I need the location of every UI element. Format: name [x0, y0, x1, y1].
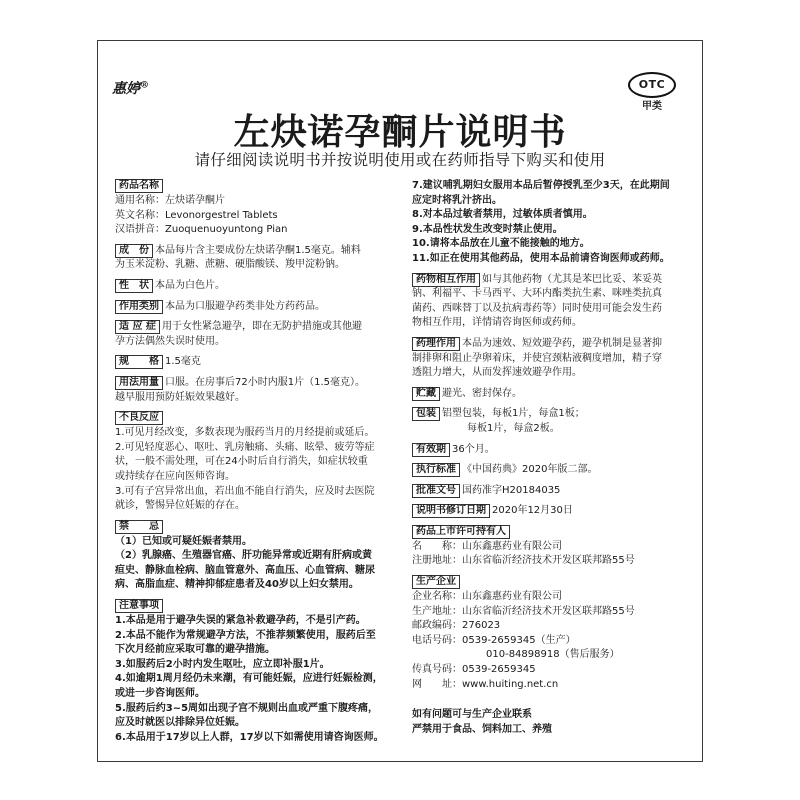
section-cautions — [115, 599, 390, 745]
section-label: 贮藏 — [412, 387, 440, 401]
adverse-line: 就诊，警惕异位妊娠的存在。 — [115, 500, 245, 512]
spec-text: 1.5毫克 — [165, 356, 201, 368]
section-label: 生产企业 — [412, 575, 460, 589]
section-label: 药物相互作用 — [412, 273, 480, 287]
right-column — [412, 179, 692, 737]
section-label: 规 格 — [115, 355, 163, 369]
section-contact — [412, 708, 692, 737]
caution-line: 1.本品是用于避孕失误的紧急补救避孕药，不是引产药。 — [115, 615, 366, 627]
contra-line: 疸史、静脉血栓病、脑血管意外、高血压、心血管病、糖尿 — [115, 564, 375, 576]
contact-line: 严禁用于食品、饲料加工、养殖 — [412, 723, 552, 735]
adverse-line: 2.可见轻度恶心、呕吐、乳房触痛、头痛、眩晕、疲劳等症 — [115, 441, 375, 453]
section-label: 不良反应 — [115, 411, 163, 425]
section-spec — [115, 355, 390, 370]
caution-line: 3.如服药后2小时内发生呕吐，应立即补服1片。 — [115, 658, 330, 670]
appearance-text: 本品为白色片。 — [155, 279, 225, 291]
section-label: 包装 — [412, 407, 440, 421]
ingredients-text: 本品每片含主要成份左炔诺孕酮1.5毫克。辅料 — [155, 244, 361, 256]
section-dosage — [115, 376, 390, 405]
brand-logo — [112, 78, 149, 98]
contra-line: （2）乳腺癌、生殖器官癌、肝功能异常或近期有肝病或黄 — [115, 550, 372, 562]
package-text: 每板1片，每盒2板。 — [467, 422, 560, 434]
section-label: 注意事项 — [115, 599, 163, 613]
caution-line: 4.如逾期1周月经仍未来潮，有可能妊娠，应进行妊娠检测， — [115, 673, 383, 685]
section-label: 药理作用 — [412, 337, 460, 351]
otc-class-label: 甲类 — [642, 101, 662, 112]
caution-line: 8.对本品过敏者禁用，过敏体质者慎用。 — [412, 209, 593, 221]
left-column — [115, 179, 390, 745]
document-title: 左炔诺孕酮片说明书 — [233, 112, 567, 153]
manufacturer-line: 生产地址：山东省临沂经济技术开发区联邦路55号 — [412, 605, 635, 617]
section-label: 成 份 — [115, 244, 153, 258]
indication-text: 用于女性紧急避孕，即在无防护措施或其他避 — [161, 321, 362, 333]
interactions-text: 物相互作用，详情请咨询医师或药师。 — [412, 317, 582, 329]
caution-line: 2.本品不能作为常规避孕方法，不推荐频繁使用，服药后至 — [115, 629, 376, 641]
pharmacology-text: 透阻力增大，从而发挥速效避孕作用。 — [412, 367, 582, 379]
ingredients-text: 为玉米淀粉、乳糖、蔗糖、硬脂酸镁、羧甲淀粉钠。 — [115, 259, 345, 271]
caution-line: 下次月经前应采取可靠的避孕措施。 — [115, 644, 275, 656]
caution-line: 应定时将乳汁挤出。 — [412, 194, 502, 206]
section-label: 批准文号 — [412, 484, 460, 498]
manufacturer-line: 010-84898918（售后服务） — [486, 649, 620, 661]
adverse-line: 3.可有子宫异常出血，若出血不能自行消失，应及时去医院 — [115, 485, 375, 497]
standard-text: 《中国药典》2020年版二部。 — [462, 464, 598, 476]
section-manufacturer — [412, 575, 692, 692]
section-standard — [412, 463, 692, 478]
caution-line: 11.如正在使用其他药品，使用本品前请咨询医师或药师。 — [412, 252, 670, 264]
section-label: 有效期 — [412, 443, 450, 457]
drug-name-line: 英文名称：Levonorgestrel Tablets — [115, 209, 278, 221]
package-text: 铝塑包装，每板1片，每盒1板； — [442, 408, 585, 420]
caution-line: 9.本品性状发生改变时禁止使用。 — [412, 223, 563, 235]
caution-line: 应及时就医以排除异位妊娠。 — [115, 717, 245, 729]
section-label: 药品名称 — [115, 179, 163, 193]
revision-text: 2020年12月30日 — [492, 505, 573, 517]
section-label: 适 应 症 — [115, 320, 160, 334]
section-category — [115, 300, 390, 315]
section-validity — [412, 443, 692, 458]
manufacturer-line: 网 址：www.huiting.net.cn — [412, 678, 559, 690]
drug-name-line: 通用名称：左炔诺孕酮片 — [115, 195, 225, 206]
adverse-line: 1.可见月经改变，多数表现为服药当月的月经提前或延后。 — [115, 427, 375, 439]
interactions-text: 如与其他药物（尤其是苯巴比妥、苯妥英 — [482, 273, 662, 285]
otc-badge: OTC — [628, 72, 676, 98]
manufacturer-line: 传真号码：0539-2659345 — [412, 664, 536, 676]
registered-mark: ® — [140, 80, 149, 91]
section-label: 禁 忌 — [115, 520, 163, 534]
section-indication — [115, 320, 390, 349]
indication-text: 孕方法偶然失误时使用。 — [115, 335, 225, 347]
mah-line: 名 称：山东鑫惠药业有限公司 — [412, 540, 562, 552]
section-drug-name — [115, 179, 390, 238]
section-label: 说明书修订日期 — [412, 504, 490, 518]
caution-line: 5.服药后约3~5周如出现子宫不规则出血或严重下腹疼痛， — [115, 702, 379, 714]
contra-line: 病、高脂血症、精神抑郁症患者及40岁以上妇女禁用。 — [115, 579, 359, 591]
section-label: 药品上市许可持有人 — [412, 525, 510, 539]
caution-line: 6.本品用于17岁以上人群，17岁以下如需使用请咨询医师。 — [115, 731, 384, 743]
validity-text: 36个月。 — [452, 443, 495, 455]
approval-text: 国药准字H20184035 — [462, 484, 561, 496]
section-storage — [412, 387, 692, 402]
section-label: 用法用量 — [115, 376, 163, 390]
category-text: 本品为口服避孕药类非处方药药品。 — [165, 300, 325, 312]
section-approval — [412, 484, 692, 499]
section-revision-date — [412, 504, 692, 519]
pharmacology-text: 本品为速效、短效避孕药，避孕机制是显著抑 — [462, 337, 662, 349]
section-label: 执行标准 — [412, 463, 460, 477]
section-appearance — [115, 279, 390, 294]
dosage-text: 越早服用预防妊娠效果越好。 — [115, 391, 245, 403]
contra-line: （1）已知或可疑妊娠者禁用。 — [115, 535, 252, 547]
interactions-text: 菌药、西咪替丁以及抗病毒药等）同时使用可能会发生药 — [412, 302, 662, 314]
caution-line: 10.请将本品放在儿童不能接触的地方。 — [412, 238, 590, 250]
interactions-text: 钠、利福平、卡马西平、大环内酯类抗生素、咪唑类抗真 — [412, 288, 662, 300]
section-package — [412, 407, 692, 436]
section-ingredients — [115, 244, 390, 273]
drug-name-line: 汉语拼音：Zuoquenuoyuntong Pian — [115, 224, 288, 236]
section-interactions — [412, 273, 692, 331]
caution-line: 7.建议哺乳期妇女服用本品后暂停授乳至少3天，在此期间 — [412, 180, 670, 191]
manufacturer-line: 企业名称：山东鑫惠药业有限公司 — [412, 591, 562, 603]
manufacturer-line: 电话号码：0539-2659345（生产） — [412, 634, 576, 646]
brand-name: 惠婷 — [112, 81, 140, 97]
adverse-line: 状，一般不需处理，可在24小时后自行消失，如症状较重 — [115, 456, 368, 468]
caution-line: 或进一步咨询医师。 — [115, 688, 205, 700]
dosage-text: 口服。在房事后72小时内服1片（1.5毫克）。 — [165, 376, 365, 388]
contact-line: 如有问题可与生产企业联系 — [412, 709, 532, 721]
section-pharmacology — [412, 337, 692, 381]
manufacturer-line: 邮政编码：276023 — [412, 620, 501, 632]
section-adverse — [115, 411, 390, 514]
section-cautions-continued — [412, 179, 692, 267]
mah-line: 注册地址：山东省临沂经济技术开发区联邦路55号 — [412, 555, 635, 567]
section-mah — [412, 525, 692, 569]
pharmacology-text: 制排卵和阻止孕卵着床，并使宫颈粘液稠度增加，精子穿 — [412, 352, 662, 364]
document-subtitle: 请仔细阅读说明书并按说明使用或在药师指导下购买和使用 — [194, 151, 606, 169]
section-contraindications — [115, 520, 390, 593]
adverse-line: 或持续存在应向医师咨询。 — [115, 470, 235, 482]
storage-text: 避光、密封保存。 — [442, 387, 522, 399]
section-label: 作用类别 — [115, 300, 163, 314]
section-label: 性 状 — [115, 279, 153, 293]
